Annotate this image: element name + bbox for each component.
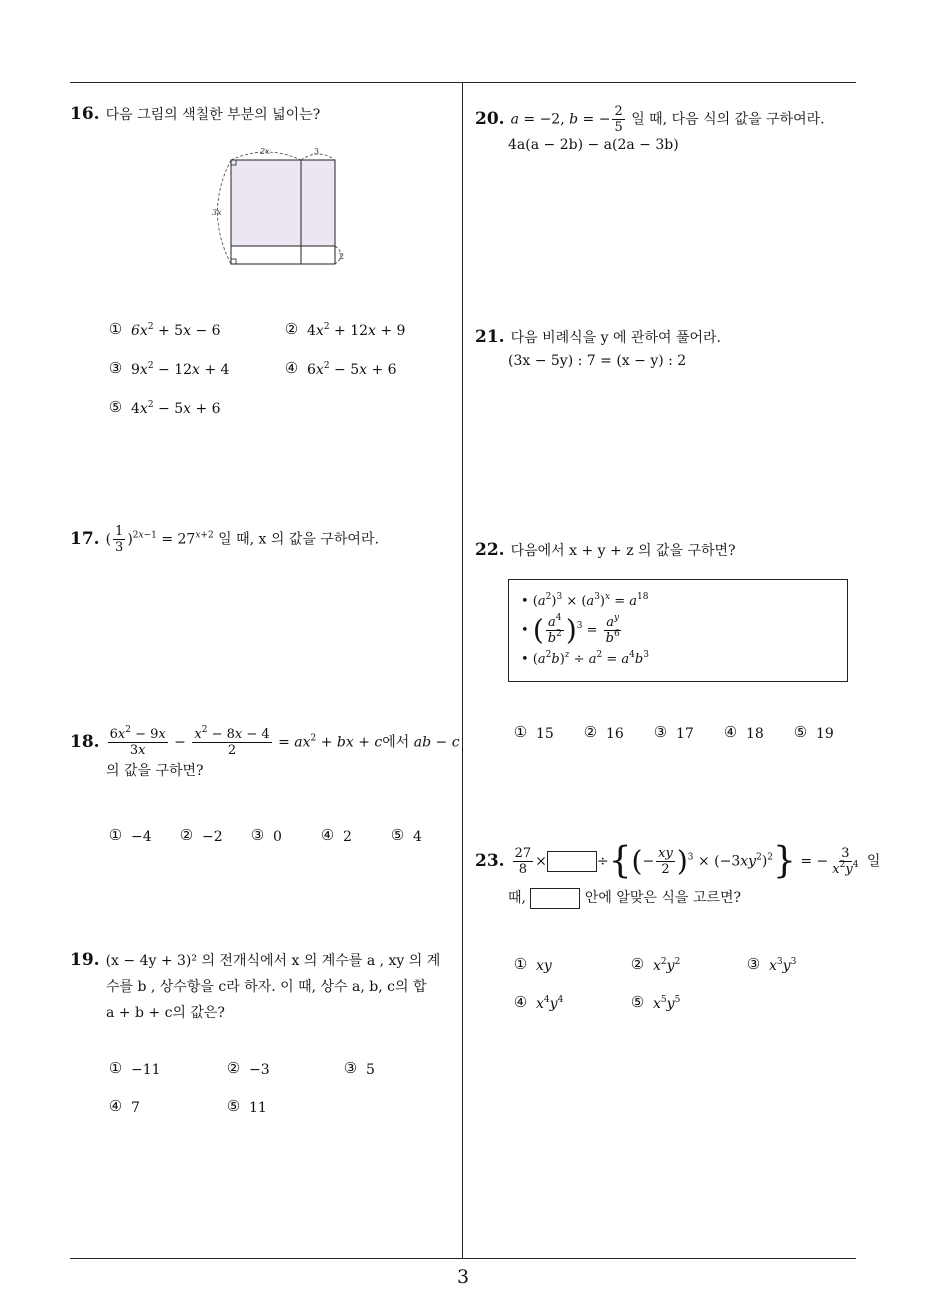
condition-1: • $(a^2)^3 \times (a^3)^x = a^{18}$ — [521, 592, 649, 609]
q18-choice-4[interactable]: ④ 2 — [320, 826, 352, 845]
choice-mark: ① — [108, 1059, 123, 1077]
question-text-line3: a + b + c의 값은? — [106, 1005, 225, 1021]
bottom-rule — [70, 1258, 856, 1259]
choice-mark: ③ — [653, 723, 668, 741]
question-number: 17. — [70, 528, 100, 549]
q16-figure — [206, 140, 356, 270]
question-number: 20. — [475, 108, 505, 129]
choice-mark: ① — [513, 955, 528, 973]
label-2: 2 — [339, 252, 345, 261]
choice-mark: ③ — [108, 359, 123, 377]
q23-choice-5[interactable]: ⑤ $x^5y^5$ — [630, 993, 681, 1012]
q23-choice-3[interactable]: ③ $x^3y^3$ — [746, 955, 797, 974]
question-text-line1: (x − 4y + 3)² 의 전개식에서 x 의 계수를 a , xy 의 계 — [105, 953, 441, 969]
choice-mark: ④ — [513, 993, 528, 1011]
shaded-area — [231, 160, 335, 246]
q16-choice-4[interactable]: ④ $6x^2 - 5x + 6$ — [284, 359, 397, 378]
condition-3: • $(a^2b)^z \div a^2 = a^4b^3$ — [521, 650, 649, 667]
choice-mark: ⑤ — [390, 826, 405, 844]
question-text: ( $\frac{1}{3}$ )$^{2x-1} = 27^{x+2}$ 일 때, x 의 값을 구하여라. — [105, 524, 379, 555]
choice-mark: ⑤ — [108, 398, 123, 416]
choice-mark: ④ — [320, 826, 335, 844]
q23-choice-1[interactable]: ① xy — [513, 955, 552, 974]
q16-choice-2[interactable]: ② $4x^2 + 12x + 9$ — [284, 320, 406, 339]
choice-mark: ③ — [250, 826, 265, 844]
choice-mark: ④ — [108, 1097, 123, 1115]
choice-mark: ② — [226, 1059, 241, 1077]
question-text: a = −2, b = − $\frac{2}{5}$ 일 때, 다음 식의 값을 구하여라. — [510, 104, 825, 135]
q19-choice-5[interactable]: ⑤ 11 — [226, 1097, 267, 1116]
q23-choice-4[interactable]: ④ $x^4y^4$ — [513, 993, 564, 1012]
question-number: 23. — [475, 850, 505, 871]
q18-choice-3[interactable]: ③ 0 — [250, 826, 282, 845]
choice-mark: ② — [284, 320, 299, 338]
label-3x: 3x — [212, 208, 222, 217]
q19-choice-4[interactable]: ④ 7 — [108, 1097, 140, 1116]
question-23 — [475, 840, 881, 911]
q19-choice-3[interactable]: ③ 5 — [343, 1059, 375, 1078]
question-21 — [475, 325, 721, 371]
top-rule — [70, 82, 856, 83]
q19-choice-1[interactable]: ① −11 — [108, 1059, 161, 1078]
condition-2: • ( $\frac{a^4}{b^2}$ )$^3$ = $\frac{a^y}{b^6}$ — [521, 613, 620, 647]
question-text-line2: 수를 b , 상수항을 c라 하자. 이 때, 상수 a, b, c의 합 — [106, 979, 427, 995]
choice-mark: ③ — [343, 1059, 358, 1077]
question-number: 19. — [70, 950, 100, 970]
question-number: 16. — [70, 104, 100, 124]
question-number: 21. — [475, 327, 505, 347]
q23-choice-2[interactable]: ② $x^2y^2$ — [630, 955, 681, 974]
answer-blank — [547, 851, 597, 872]
choice-mark: ④ — [723, 723, 738, 741]
label-3: 3 — [314, 147, 320, 156]
q18-choice-1[interactable]: ① −4 — [108, 826, 152, 845]
q22-choice-5[interactable]: ⑤ 19 — [793, 723, 834, 742]
q18-choice-2[interactable]: ② −2 — [179, 826, 223, 845]
choice-mark: ⑤ — [793, 723, 808, 741]
question-20 — [475, 104, 825, 155]
question-text-line2: 의 값을 구하면? — [106, 763, 204, 779]
page-number: 3 — [456, 1266, 470, 1288]
q22-choice-2[interactable]: ② 16 — [583, 723, 624, 742]
q16-choice-1[interactable]: ① $6x^2 + 5x - 6$ — [108, 320, 221, 339]
choice-mark: ② — [630, 955, 645, 973]
choice-mark: ③ — [746, 955, 761, 973]
question-17 — [70, 524, 379, 555]
question-19 — [70, 948, 440, 1026]
question-text-line2: 때, 안에 알맞은 식을 고르면? — [508, 885, 880, 911]
label-2x: 2x — [260, 147, 270, 156]
conditions-box — [508, 579, 848, 682]
question-22 — [475, 538, 736, 564]
column-divider — [462, 82, 463, 1259]
question-expression: (3x − 5y) : 7 = (x − y) : 2 — [508, 353, 687, 369]
q16-choice-3[interactable]: ③ $9x^2 - 12x + 4$ — [108, 359, 230, 378]
answer-blank — [530, 888, 580, 909]
question-expression: 4a(a − 2b) − a(2a − 3b) — [508, 137, 679, 153]
choice-mark: ④ — [284, 359, 299, 377]
q22-choice-4[interactable]: ④ 18 — [723, 723, 764, 742]
q19-choice-2[interactable]: ② −3 — [226, 1059, 270, 1078]
q16-choice-5[interactable]: ⑤ $4x^2 - 5x + 6$ — [108, 398, 221, 417]
question-18 — [70, 727, 460, 784]
question-16 — [70, 102, 320, 128]
choice-mark: ① — [513, 723, 528, 741]
choice-mark: ⑤ — [630, 993, 645, 1011]
question-text: 다음 그림의 색칠한 부분의 넓이는? — [105, 107, 321, 123]
choice-mark: ① — [108, 320, 123, 338]
question-text: $\frac{6x^2 - 9x}{3x}$ − $\frac{x^2 - 8x - 4}{2}$ = $ax^2$ + bx + c에서 ab − c — [109, 725, 460, 758]
q22-choice-3[interactable]: ③ 17 — [653, 723, 694, 742]
question-text: 다음에서 x + y + z 의 값을 구하면? — [510, 543, 736, 559]
choice-mark: ② — [179, 826, 194, 844]
question-text: 다음 비례식을 y 에 관하여 풀어라. — [510, 330, 721, 346]
choice-mark: ① — [108, 826, 123, 844]
choice-mark: ⑤ — [226, 1097, 241, 1115]
choice-mark: ② — [583, 723, 598, 741]
question-text: $\frac{27}{8}$ × ÷{(− $\frac{xy}{2}$ )$^3 \times (-3xy^2)^2$} = − $\frac{3}{x^2y^4}$ 일 — [514, 840, 881, 882]
q22-choice-1[interactable]: ① 15 — [513, 723, 554, 742]
question-number: 18. — [70, 731, 100, 752]
q18-choice-5[interactable]: ⑤ 4 — [390, 826, 422, 845]
question-number: 22. — [475, 540, 505, 560]
